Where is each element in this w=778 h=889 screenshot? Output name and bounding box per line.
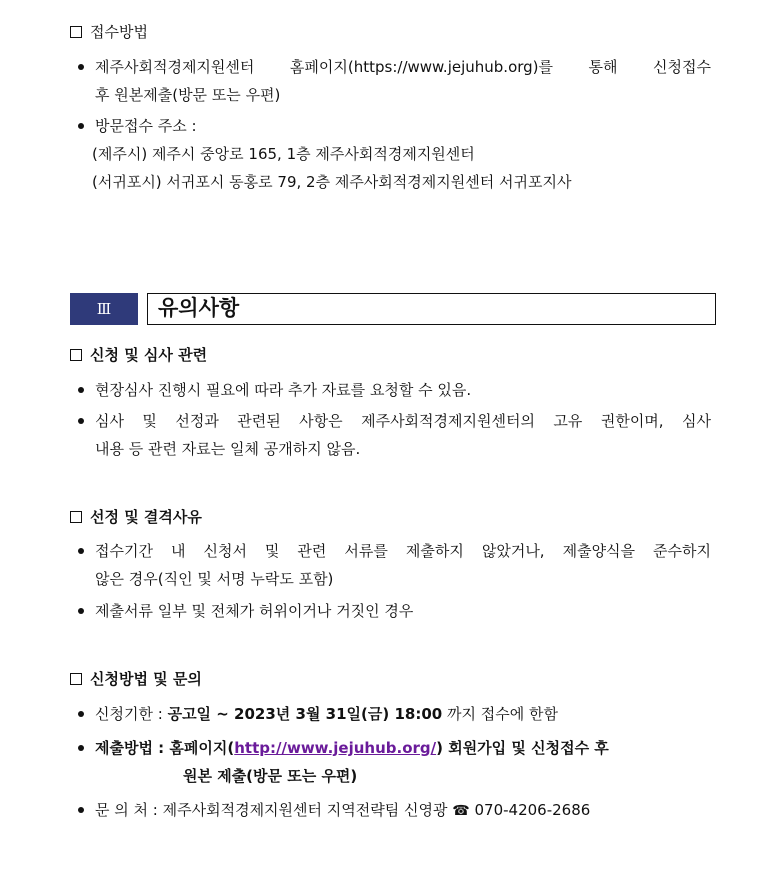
section-heading-review: [70, 345, 207, 365]
list-item-text: 않은 경우(직인 및 서명 누락도 포함): [95, 570, 334, 588]
deadline-label: 신청기한 :: [95, 705, 163, 723]
heading-text: 선정 및 결격사유: [90, 508, 202, 526]
list-item-text: 제출서류 일부 및 전체가 허위이거나 거짓인 경우: [95, 602, 414, 620]
list-item-text: 방문접수 주소 :: [95, 117, 197, 135]
bullet-icon: [78, 418, 84, 424]
section-number: Ⅲ: [70, 293, 138, 325]
phone-number: 070-4206-2686: [474, 801, 591, 819]
inquiry-label: 문 의 처 :: [95, 801, 158, 819]
submission-line-2: 원본 제출(방문 또는 우편): [183, 767, 358, 785]
deadline-value: 공고일 ~ 2023년 3월 31일(금) 18:00: [167, 705, 443, 723]
checkbox-square-icon: [70, 26, 82, 38]
section-banner: [70, 293, 716, 325]
bullet-icon: [78, 745, 84, 751]
list-item-text: 후 원본제출(방문 또는 우편): [95, 86, 281, 104]
bullet-icon: [78, 548, 84, 554]
bullet-icon: [78, 711, 84, 717]
deadline-suffix: 까지 접수에 한함: [447, 705, 558, 723]
list-item-text: 접수기간 내 신청서 및 관련 서류를 제출하지 않았거나, 제출양식을 준수하지: [95, 542, 711, 560]
submission-suffix: ) 회원가입 및 신청접수 후: [436, 739, 609, 757]
section-heading-apply-method: [70, 22, 148, 42]
homepage-link[interactable]: http://www.jejuhub.org/: [234, 739, 437, 757]
bullet-icon: [78, 123, 84, 129]
list-item-text: 내용 등 관련 자료는 일체 공개하지 않음.: [95, 440, 361, 458]
heading-text: 신청방법 및 문의: [90, 670, 202, 688]
list-item-text: 제주사회적경제지원센터 홈페이지(https://www.jejuhub.org)를 통해 신청접수: [95, 58, 711, 76]
bullet-icon: [78, 608, 84, 614]
section-heading-application-inquiry: [70, 669, 202, 689]
section-title: 유의사항: [147, 293, 716, 325]
inquiry-contact: 제주사회적경제지원센터 지역전략팀 신영광: [162, 801, 448, 819]
checkbox-square-icon: [70, 511, 82, 523]
section-heading-disqualification: [70, 507, 202, 527]
telephone-icon: ☎: [452, 803, 470, 819]
heading-text: 신청 및 심사 관련: [90, 346, 208, 364]
bullet-icon: [78, 807, 84, 813]
submission-label: 제출방법 :: [95, 739, 165, 757]
submission-prefix: 홈페이지(: [169, 739, 235, 757]
list-item-text: 심사 및 선정과 관련된 사항은 제주사회적경제지원센터의 고유 권한이며, 심사: [95, 412, 711, 430]
submission-line: [95, 738, 609, 758]
address-line: (제주시) 제주시 중앙로 165, 1층 제주사회적경제지원센터: [92, 145, 475, 163]
bullet-icon: [78, 64, 84, 70]
bullet-icon: [78, 387, 84, 393]
address-line: (서귀포시) 서귀포시 동홍로 79, 2층 제주사회적경제지원센터 서귀포지사: [92, 173, 572, 191]
list-item-text: 현장심사 진행시 필요에 따라 추가 자료를 요청할 수 있음.: [95, 381, 472, 399]
inquiry-line: [95, 800, 590, 820]
heading-text: 접수방법: [90, 23, 148, 41]
checkbox-square-icon: [70, 349, 82, 361]
deadline-line: [95, 704, 558, 724]
checkbox-square-icon: [70, 673, 82, 685]
